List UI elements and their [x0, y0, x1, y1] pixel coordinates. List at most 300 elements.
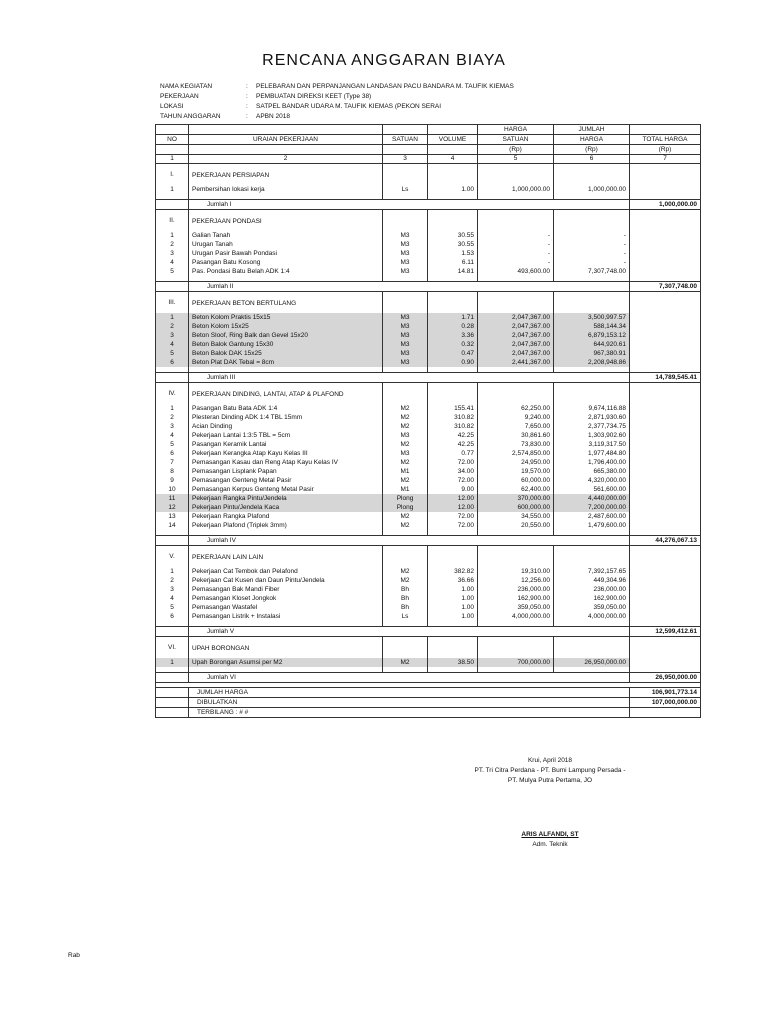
- item-unit: M3: [383, 258, 428, 267]
- section-header: [156, 388, 701, 399]
- header-harga-top: HARGA: [478, 125, 554, 135]
- meta-key: TAHUN ANGGARAN: [160, 113, 221, 120]
- item-number: 6: [156, 449, 189, 458]
- empty-cell: [428, 215, 478, 226]
- empty-cell: [630, 413, 701, 422]
- item-unit: Ls: [383, 612, 428, 621]
- item-description: Beton Sloof, Ring Balk dan Gevel 15x20: [189, 331, 383, 340]
- item-number: 4: [156, 340, 189, 349]
- empty-cell: [630, 567, 701, 576]
- empty-cell: [630, 185, 701, 194]
- empty-cell: [630, 215, 701, 226]
- item-unit-price: 2,441,367.00: [478, 358, 554, 367]
- table-row: [156, 612, 701, 621]
- col-number-5: 5: [478, 155, 554, 164]
- empty-cell: [630, 476, 701, 485]
- item-amount: 4,320,000.00: [554, 476, 630, 485]
- item-volume: 6.11: [428, 258, 478, 267]
- item-amount: 2,208,948.86: [554, 358, 630, 367]
- item-amount: 26,950,000.00: [554, 658, 630, 667]
- empty-cell: [630, 458, 701, 467]
- subtotal-label: Jumlah V: [189, 627, 630, 637]
- empty-cell: [428, 551, 478, 562]
- item-unit-price: 493,600.00: [478, 267, 554, 276]
- item-unit: M3: [383, 349, 428, 358]
- item-amount: 967,380.91: [554, 349, 630, 358]
- empty-cell: [630, 340, 701, 349]
- item-description: Pekerjaan Cat Kusen dan Daun Pintu/Jendela: [189, 576, 383, 585]
- item-unit-price: 4,000,000.00: [478, 612, 554, 621]
- col-number-7: 7: [630, 155, 701, 164]
- empty-cell: [383, 297, 428, 308]
- empty-cell: [630, 503, 701, 512]
- empty-cell: [630, 576, 701, 585]
- header-jumlah-mid: HARGA: [554, 135, 630, 145]
- item-number: 8: [156, 467, 189, 476]
- header-harga-mid: SATUAN: [478, 135, 554, 145]
- meta-colon: :: [246, 93, 248, 100]
- header-harga-unit: (Rp): [478, 145, 554, 155]
- item-number: 4: [156, 258, 189, 267]
- empty-cell: [478, 642, 554, 653]
- item-unit: M2: [383, 476, 428, 485]
- item-description: Pemasangan Wastafel: [189, 603, 383, 612]
- item-unit: M2: [383, 521, 428, 530]
- table-row: [156, 404, 701, 413]
- item-amount: 2,871,930.60: [554, 413, 630, 422]
- empty-cell: [478, 297, 554, 308]
- item-unit-price: 7,650.00: [478, 422, 554, 431]
- empty-cell: [478, 551, 554, 562]
- item-volume: 1.00: [428, 185, 478, 194]
- item-number: 11: [156, 494, 189, 503]
- item-number: 3: [156, 585, 189, 594]
- item-description: Urugan Pasir Bawah Pondasi: [189, 249, 383, 258]
- header-total-unit: (Rp): [630, 145, 701, 155]
- empty-cell: [156, 200, 189, 210]
- item-number: 1: [156, 231, 189, 240]
- empty-cell: [383, 551, 428, 562]
- empty-cell: [630, 449, 701, 458]
- item-amount: 1,479,600.00: [554, 521, 630, 530]
- item-unit: M3: [383, 331, 428, 340]
- empty-cell: [383, 642, 428, 653]
- subtotal-label: Jumlah IV: [189, 536, 630, 546]
- item-volume: 34.00: [428, 467, 478, 476]
- item-unit-price: 700,000.00: [478, 658, 554, 667]
- table-row: [156, 449, 701, 458]
- document-title: RENCANA ANGGARAN BIAYA: [262, 52, 506, 69]
- empty-cell: [630, 388, 701, 399]
- subtotal-row: [156, 373, 701, 383]
- item-description: Pemasangan Genteng Metal Pasir: [189, 476, 383, 485]
- item-unit: M1: [383, 485, 428, 494]
- rounded-total-row: [156, 698, 701, 708]
- item-volume: 0.28: [428, 322, 478, 331]
- empty-cell: [630, 267, 701, 276]
- section-title: PEKERJAAN BETON BERTULANG: [189, 297, 383, 308]
- item-description: Pemasangan Listrik + Instalasi: [189, 612, 383, 621]
- item-unit: Bh: [383, 594, 428, 603]
- empty-cell: [428, 388, 478, 399]
- meta-key: NAMA KEGIATAN: [160, 83, 213, 90]
- item-unit-price: 19,570.00: [478, 467, 554, 476]
- empty-cell: [630, 358, 701, 367]
- col-number-1: 1: [156, 155, 189, 164]
- table-row: [156, 458, 701, 467]
- item-description: Urugan Tanah: [189, 240, 383, 249]
- signature-block: [440, 756, 660, 786]
- empty-cell: [478, 169, 554, 180]
- item-unit-price: -: [478, 231, 554, 240]
- table-row: [156, 240, 701, 249]
- subtotal-value: 1,000,000.00: [630, 200, 701, 210]
- col-number-4: 4: [428, 155, 478, 164]
- item-volume: 30.55: [428, 240, 478, 249]
- table-row: [156, 512, 701, 521]
- item-unit: M3: [383, 431, 428, 440]
- item-volume: 1.00: [428, 585, 478, 594]
- subtotal-label: Jumlah III: [189, 373, 630, 383]
- empty-cell: [630, 585, 701, 594]
- item-unit: M2: [383, 413, 428, 422]
- item-number: 12: [156, 503, 189, 512]
- subtotal-row: [156, 536, 701, 546]
- empty-cell: [630, 331, 701, 340]
- item-unit: M3: [383, 313, 428, 322]
- item-description: Pasangan Batu Bata ADK 1:4: [189, 404, 383, 413]
- section-number: III.: [156, 297, 189, 308]
- empty-cell: [478, 388, 554, 399]
- item-volume: 72.00: [428, 476, 478, 485]
- subtotal-value: 7,307,748.00: [630, 282, 701, 292]
- col-number-6: 6: [554, 155, 630, 164]
- item-unit-price: 359,050.00: [478, 603, 554, 612]
- item-amount: 236,000.00: [554, 585, 630, 594]
- meta-colon: :: [246, 83, 248, 90]
- item-unit: Plong: [383, 494, 428, 503]
- table-row: [156, 413, 701, 422]
- empty-cell: [554, 169, 630, 180]
- empty-cell: [630, 258, 701, 267]
- table-row: [156, 485, 701, 494]
- item-description: Pemasangan Kerpus Genteng Metal Pasir: [189, 485, 383, 494]
- section-title: UPAH BORONGAN: [189, 642, 383, 653]
- item-volume: 0.47: [428, 349, 478, 358]
- item-volume: 0.90: [428, 358, 478, 367]
- item-number: 1: [156, 185, 189, 194]
- place-date: Krui, April 2018: [527, 757, 573, 764]
- footer-label: Rab: [68, 952, 80, 959]
- empty-cell: [630, 485, 701, 494]
- section-title: PEKERJAAN DINDING, LANTAI, ATAP & PLAFOND: [189, 388, 383, 399]
- item-description: Pekerjaan Rangka Pintu/Jendela: [189, 494, 383, 503]
- table-row: [156, 322, 701, 331]
- meta-row: [160, 112, 514, 122]
- table-row: [156, 185, 701, 194]
- meta-value: APBN 2018: [256, 113, 290, 120]
- budget-body: [156, 164, 701, 718]
- signatory: [440, 830, 660, 850]
- company-line-2: PT. Mulya Putra Pertama, JO: [507, 777, 593, 784]
- item-unit-price: 1,000,000.00: [478, 185, 554, 194]
- subtotal-value: 26,950,000.00: [630, 673, 701, 683]
- section-header: [156, 642, 701, 653]
- item-number: 3: [156, 422, 189, 431]
- section-title: PEKERJAAN LAIN LAIN: [189, 551, 383, 562]
- empty-cell: [630, 603, 701, 612]
- table-row: [156, 422, 701, 431]
- item-unit-price: 62,400.00: [478, 485, 554, 494]
- header-jumlah-top: JUMLAH: [554, 125, 630, 135]
- empty-cell: [630, 612, 701, 621]
- item-unit-price: -: [478, 240, 554, 249]
- rounded-label: DIBULATKAN: [189, 698, 630, 708]
- table-row: [156, 358, 701, 367]
- item-number: 10: [156, 485, 189, 494]
- item-volume: 72.00: [428, 512, 478, 521]
- empty-cell: [428, 297, 478, 308]
- item-unit: M3: [383, 240, 428, 249]
- item-number: 5: [156, 603, 189, 612]
- table-row: [156, 267, 701, 276]
- subtotal-label: Jumlah I: [189, 200, 630, 210]
- item-amount: 665,380.00: [554, 467, 630, 476]
- item-unit: M2: [383, 458, 428, 467]
- item-volume: 9.00: [428, 485, 478, 494]
- meta-value: PELEBARAN DAN PERPANJANGAN LANDASAN PACU BANDARA M. TAUFIK KIEMAS: [256, 83, 514, 90]
- item-amount: 4,440,000.00: [554, 494, 630, 503]
- item-amount: 4,000,000.00: [554, 612, 630, 621]
- item-unit: M2: [383, 576, 428, 585]
- table-row: [156, 431, 701, 440]
- header-uraian: URAIAN PEKERJAAN: [189, 135, 383, 145]
- item-amount: 162,900.00: [554, 594, 630, 603]
- item-volume: 42.25: [428, 440, 478, 449]
- section-title: PEKERJAAN PERSIAPAN: [189, 169, 383, 180]
- table-row: [156, 258, 701, 267]
- item-number: 14: [156, 521, 189, 530]
- empty-cell: [383, 388, 428, 399]
- empty-cell: [478, 215, 554, 226]
- item-volume: 36.66: [428, 576, 478, 585]
- empty-cell: [630, 494, 701, 503]
- item-description: Pekerjaan Pintu/Jendela Kaca: [189, 503, 383, 512]
- item-unit: M3: [383, 322, 428, 331]
- item-amount: 6,879,153.12: [554, 331, 630, 340]
- item-number: 6: [156, 612, 189, 621]
- col-number-3: 3: [383, 155, 428, 164]
- item-number: 5: [156, 440, 189, 449]
- header-jumlah-unit: (Rp): [554, 145, 630, 155]
- item-description: Pekerjaan Cat Tembok dan Pelafond: [189, 567, 383, 576]
- empty-cell: [156, 373, 189, 383]
- table-row: [156, 331, 701, 340]
- item-description: Pembersihan lokasi kerja: [189, 185, 383, 194]
- empty-cell: [383, 215, 428, 226]
- item-unit: M3: [383, 340, 428, 349]
- section-number: II.: [156, 215, 189, 226]
- item-volume: 72.00: [428, 521, 478, 530]
- meta-colon: :: [246, 113, 248, 120]
- item-unit: M3: [383, 267, 428, 276]
- item-unit-price: 2,047,367.00: [478, 331, 554, 340]
- item-unit-price: 2,047,367.00: [478, 313, 554, 322]
- item-amount: 1,000,000.00: [554, 185, 630, 194]
- empty-cell: [630, 551, 701, 562]
- item-description: Upah Borongan Asumsi per M2: [189, 658, 383, 667]
- empty-cell: [630, 422, 701, 431]
- item-unit-price: 2,574,850.00: [478, 449, 554, 458]
- item-amount: 7,307,748.00: [554, 267, 630, 276]
- item-unit-price: 162,900.00: [478, 594, 554, 603]
- item-number: 4: [156, 594, 189, 603]
- subtotal-label: Jumlah II: [189, 282, 630, 292]
- signatory-name: ARIS ALFANDI, ST: [521, 831, 579, 838]
- meta-key: PEKERJAAN: [160, 93, 199, 100]
- table-row: [156, 603, 701, 612]
- header-satuan: SATUAN: [383, 135, 428, 145]
- item-volume: 0.77: [428, 449, 478, 458]
- grand-total-label: JUMLAH HARGA: [189, 688, 630, 698]
- empty-cell: [630, 169, 701, 180]
- table-row: [156, 594, 701, 603]
- empty-cell: [630, 297, 701, 308]
- meta-row: [160, 92, 514, 102]
- item-unit: Plong: [383, 503, 428, 512]
- empty-cell: [428, 642, 478, 653]
- table-row: [156, 349, 701, 358]
- empty-cell: [554, 215, 630, 226]
- item-amount: 9,674,116.88: [554, 404, 630, 413]
- item-description: Acian Dinding: [189, 422, 383, 431]
- item-amount: 7,200,000.00: [554, 503, 630, 512]
- item-number: 9: [156, 476, 189, 485]
- item-number: 5: [156, 267, 189, 276]
- item-unit-price: 9,240.00: [478, 413, 554, 422]
- empty-cell: [630, 521, 701, 530]
- subtotal-row: [156, 200, 701, 210]
- item-volume: 12.00: [428, 494, 478, 503]
- empty-cell: [156, 627, 189, 637]
- signatory-position: Adm. Teknik: [532, 841, 568, 848]
- table-row: [156, 503, 701, 512]
- item-volume: 382.82: [428, 567, 478, 576]
- empty-cell: [630, 249, 701, 258]
- item-description: Pemasangan Kloset Jongkok: [189, 594, 383, 603]
- item-amount: 561,600.00: [554, 485, 630, 494]
- item-unit: M2: [383, 404, 428, 413]
- item-unit-price: 2,047,367.00: [478, 340, 554, 349]
- item-unit: M3: [383, 449, 428, 458]
- item-amount: 1,303,902.60: [554, 431, 630, 440]
- item-volume: 310.82: [428, 422, 478, 431]
- empty-cell: [630, 240, 701, 249]
- item-volume: 42.25: [428, 431, 478, 440]
- item-unit-price: 19,310.00: [478, 567, 554, 576]
- budget-table: [155, 124, 701, 718]
- item-volume: 1.00: [428, 603, 478, 612]
- item-unit: Bh: [383, 603, 428, 612]
- item-number: 7: [156, 458, 189, 467]
- item-amount: 3,119,317.50: [554, 440, 630, 449]
- empty-cell: [630, 594, 701, 603]
- item-description: Pekerjaan Lantai 1:3:5 TBL = 5cm: [189, 431, 383, 440]
- item-number: 1: [156, 404, 189, 413]
- item-description: Pasangan Batu Kosong: [189, 258, 383, 267]
- item-unit-price: 62,250.00: [478, 404, 554, 413]
- empty-cell: [630, 313, 701, 322]
- item-volume: 155.41: [428, 404, 478, 413]
- item-amount: 2,377,734.75: [554, 422, 630, 431]
- item-description: Pekerjaan Kerangka Atap Kayu Kelas III: [189, 449, 383, 458]
- empty-cell: [383, 169, 428, 180]
- table-row: [156, 231, 701, 240]
- empty-cell: [630, 404, 701, 413]
- subtotal-label: Jumlah VI: [189, 673, 630, 683]
- item-number: 6: [156, 358, 189, 367]
- grand-total-row: [156, 688, 701, 698]
- item-amount: -: [554, 231, 630, 240]
- col-number-2: 2: [189, 155, 383, 164]
- section-header: [156, 169, 701, 180]
- table-row: [156, 494, 701, 503]
- item-unit-price: 30,861.60: [478, 431, 554, 440]
- table-row: [156, 585, 701, 594]
- item-number: 2: [156, 240, 189, 249]
- item-unit-price: 600,000.00: [478, 503, 554, 512]
- item-unit: M2: [383, 422, 428, 431]
- item-volume: 30.55: [428, 231, 478, 240]
- item-unit-price: 12,256.00: [478, 576, 554, 585]
- meta-value: SATPEL BANDAR UDARA M. TAUFIK KIEMAS (PEKON SERAI: [256, 103, 442, 110]
- table-row: [156, 567, 701, 576]
- subtotal-row: [156, 673, 701, 683]
- section-number: VI.: [156, 642, 189, 653]
- item-unit: Bh: [383, 585, 428, 594]
- item-description: Pekerjaan Plafond (Triplek 3mm): [189, 521, 383, 530]
- section-title: PEKERJAAN PONDASI: [189, 215, 383, 226]
- item-amount: -: [554, 240, 630, 249]
- table-row: [156, 521, 701, 530]
- project-meta: [160, 82, 514, 122]
- terbilang-row: [156, 708, 701, 718]
- item-number: 1: [156, 658, 189, 667]
- subtotal-value: 44,276,067.13: [630, 536, 701, 546]
- header-volume: VOLUME: [428, 135, 478, 145]
- item-description: Pemasangan Kasau dan Reng Atap Kayu Kelas IV: [189, 458, 383, 467]
- company-line-1: PT. Tri Citra Perdana - PT. Bumi Lampung Persada -: [474, 767, 626, 774]
- item-unit-price: -: [478, 249, 554, 258]
- item-volume: 72.00: [428, 458, 478, 467]
- item-volume: 12.00: [428, 503, 478, 512]
- item-volume: 1.53: [428, 249, 478, 258]
- header-no: NO: [156, 135, 189, 145]
- meta-value: PEMBUATAN DIREKSI KEET (Type 38): [256, 93, 372, 100]
- empty-cell: [630, 658, 701, 667]
- section-header: [156, 297, 701, 308]
- item-amount: 1,796,400.00: [554, 458, 630, 467]
- subtotal-row: [156, 282, 701, 292]
- item-volume: 3.36: [428, 331, 478, 340]
- item-number: 5: [156, 349, 189, 358]
- item-number: 3: [156, 249, 189, 258]
- item-amount: 7,392,157.65: [554, 567, 630, 576]
- item-description: Beton Kolom 15x25: [189, 322, 383, 331]
- item-description: Pemasangan Lisplank Papan: [189, 467, 383, 476]
- item-description: Beton Balok DAK 15x25: [189, 349, 383, 358]
- empty-cell: [554, 388, 630, 399]
